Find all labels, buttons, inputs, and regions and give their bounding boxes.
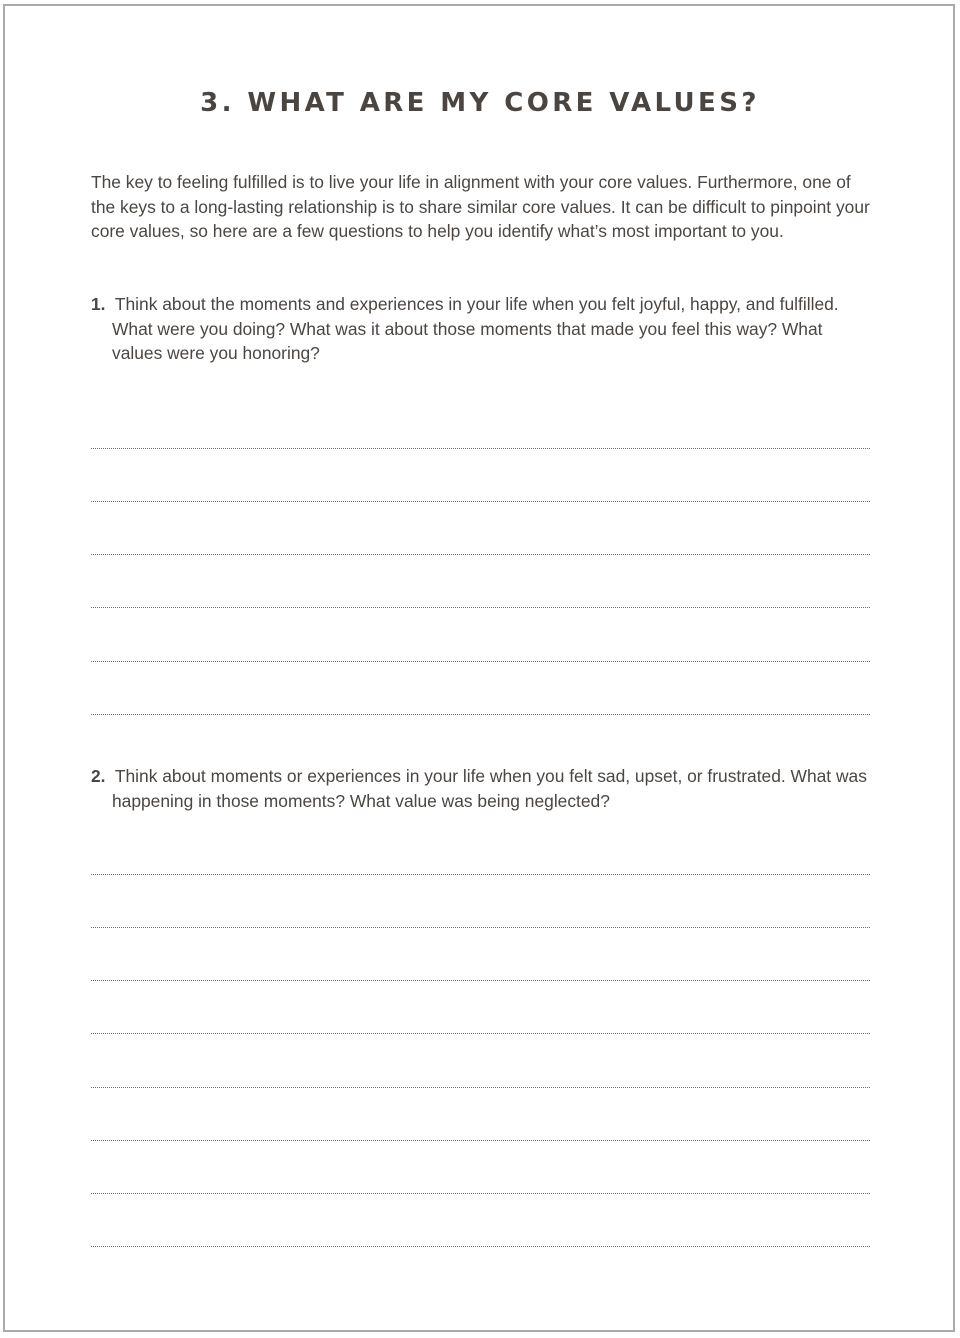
answer-line[interactable] [91, 874, 870, 875]
answer-line[interactable] [91, 448, 870, 449]
answer-line[interactable] [91, 1033, 870, 1034]
answer-line[interactable] [91, 501, 870, 502]
question-number: 1. [91, 294, 106, 314]
question-number: 2. [91, 766, 106, 786]
answer-line[interactable] [91, 980, 870, 981]
question-text: Think about moments or experiences in your life when you felt sad, upset, or frustrated. What was happening in those moments? What value was being neglected? [112, 766, 867, 811]
question-text: Think about the moments and experiences in your life when you felt joyful, happy, and fulfilled. What were you doing? What was it about those moments that made you feel this way? What values were you honoring? [112, 294, 839, 363]
answer-line[interactable] [91, 714, 870, 715]
question-1 [91, 292, 871, 366]
answer-line[interactable] [91, 1193, 870, 1194]
answer-line[interactable] [91, 927, 870, 928]
answer-line[interactable] [91, 607, 870, 608]
answer-line[interactable] [91, 661, 870, 662]
answer-line[interactable] [91, 1087, 870, 1088]
question-2 [91, 764, 871, 813]
page-title: 3. WHAT ARE MY CORE VALUES? [200, 88, 760, 118]
answer-line[interactable] [91, 554, 870, 555]
answer-line[interactable] [91, 1246, 870, 1247]
answer-line[interactable] [91, 1140, 870, 1141]
intro-paragraph: The key to feeling fulfilled is to live your life in alignment with your core values. Furthermore, one of the keys to a long-lasting relationship is to share similar core values. It can be difficult to pinpoint your core values, so here are a few questions to help you identify what’s most important to you. [91, 172, 870, 241]
